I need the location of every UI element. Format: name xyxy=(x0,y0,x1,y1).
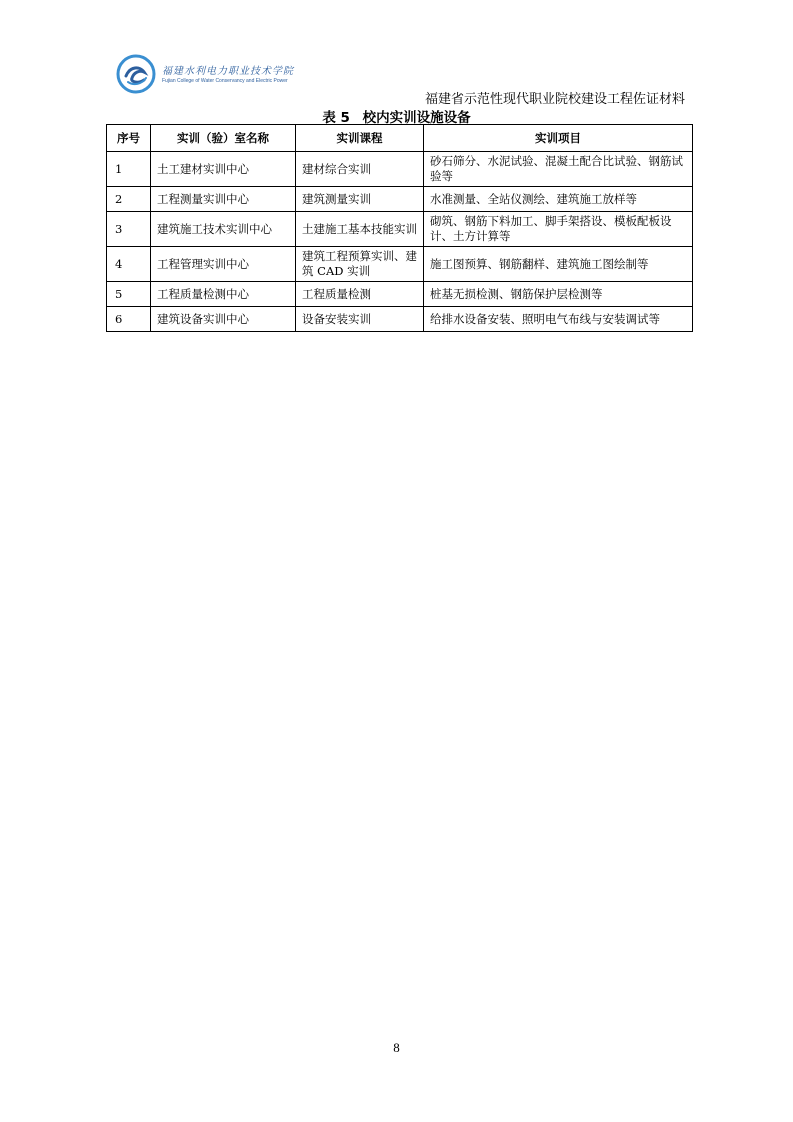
page-number: 8 xyxy=(393,1040,400,1055)
row-number: 4 xyxy=(107,247,151,282)
training-items: 砌筑、钢筋下料加工、脚手架搭设、模板配板设计、土方计算等 xyxy=(424,212,693,247)
training-facilities-table xyxy=(106,124,693,332)
college-logo xyxy=(116,54,294,94)
room-name: 工程质量检测中心 xyxy=(151,282,296,307)
table-number: 表 5 xyxy=(322,110,350,126)
training-items: 桩基无损检测、钢筋保护层检测等 xyxy=(424,282,693,307)
row-number: 5 xyxy=(107,282,151,307)
table-row xyxy=(107,187,693,212)
row-number: 6 xyxy=(107,307,151,332)
course-name: 建筑测量实训 xyxy=(296,187,424,212)
course-name: 建材综合实训 xyxy=(296,152,424,187)
logo-english-name: Fujian College of Water Conservancy and Electric Power xyxy=(162,78,288,84)
table-row xyxy=(107,212,693,247)
room-name: 建筑设备实训中心 xyxy=(151,307,296,332)
college-emblem-icon xyxy=(116,54,156,94)
table-header-row xyxy=(107,125,693,152)
training-items: 施工图预算、钢筋翻样、建筑施工图绘制等 xyxy=(424,247,693,282)
row-number: 1 xyxy=(107,152,151,187)
training-items: 给排水设备安装、照明电气布线与安装调试等 xyxy=(424,307,693,332)
table-name: 校内实训设施设备 xyxy=(362,110,471,126)
training-items: 砂石筛分、水泥试验、混凝土配合比试验、钢筋试验等 xyxy=(424,152,693,187)
table-row xyxy=(107,282,693,307)
training-items: 水准测量、全站仪测绘、建筑施工放样等 xyxy=(424,187,693,212)
header-cell-room: 实训（验）室名称 xyxy=(151,125,296,152)
course-name: 建筑工程预算实训、建筑 CAD 实训 xyxy=(296,247,424,282)
row-number: 3 xyxy=(107,212,151,247)
table-row xyxy=(107,152,693,187)
document-header: 福建省示范性现代职业院校建设工程佐证材料 xyxy=(424,92,685,107)
room-name: 工程管理实训中心 xyxy=(151,247,296,282)
table-title xyxy=(0,106,793,126)
logo-chinese-name: 福建水利电力职业技术学院 xyxy=(162,66,294,77)
room-name: 工程测量实训中心 xyxy=(151,187,296,212)
room-name: 建筑施工技术实训中心 xyxy=(151,212,296,247)
table-row xyxy=(107,247,693,282)
course-name: 设备安装实训 xyxy=(296,307,424,332)
room-name: 土工建材实训中心 xyxy=(151,152,296,187)
header-cell-items: 实训项目 xyxy=(424,125,693,152)
table-row xyxy=(107,307,693,332)
header-cell-course: 实训课程 xyxy=(296,125,424,152)
course-name: 工程质量检测 xyxy=(296,282,424,307)
row-number: 2 xyxy=(107,187,151,212)
header-cell-no: 序号 xyxy=(107,125,151,152)
course-name: 土建施工基本技能实训 xyxy=(296,212,424,247)
